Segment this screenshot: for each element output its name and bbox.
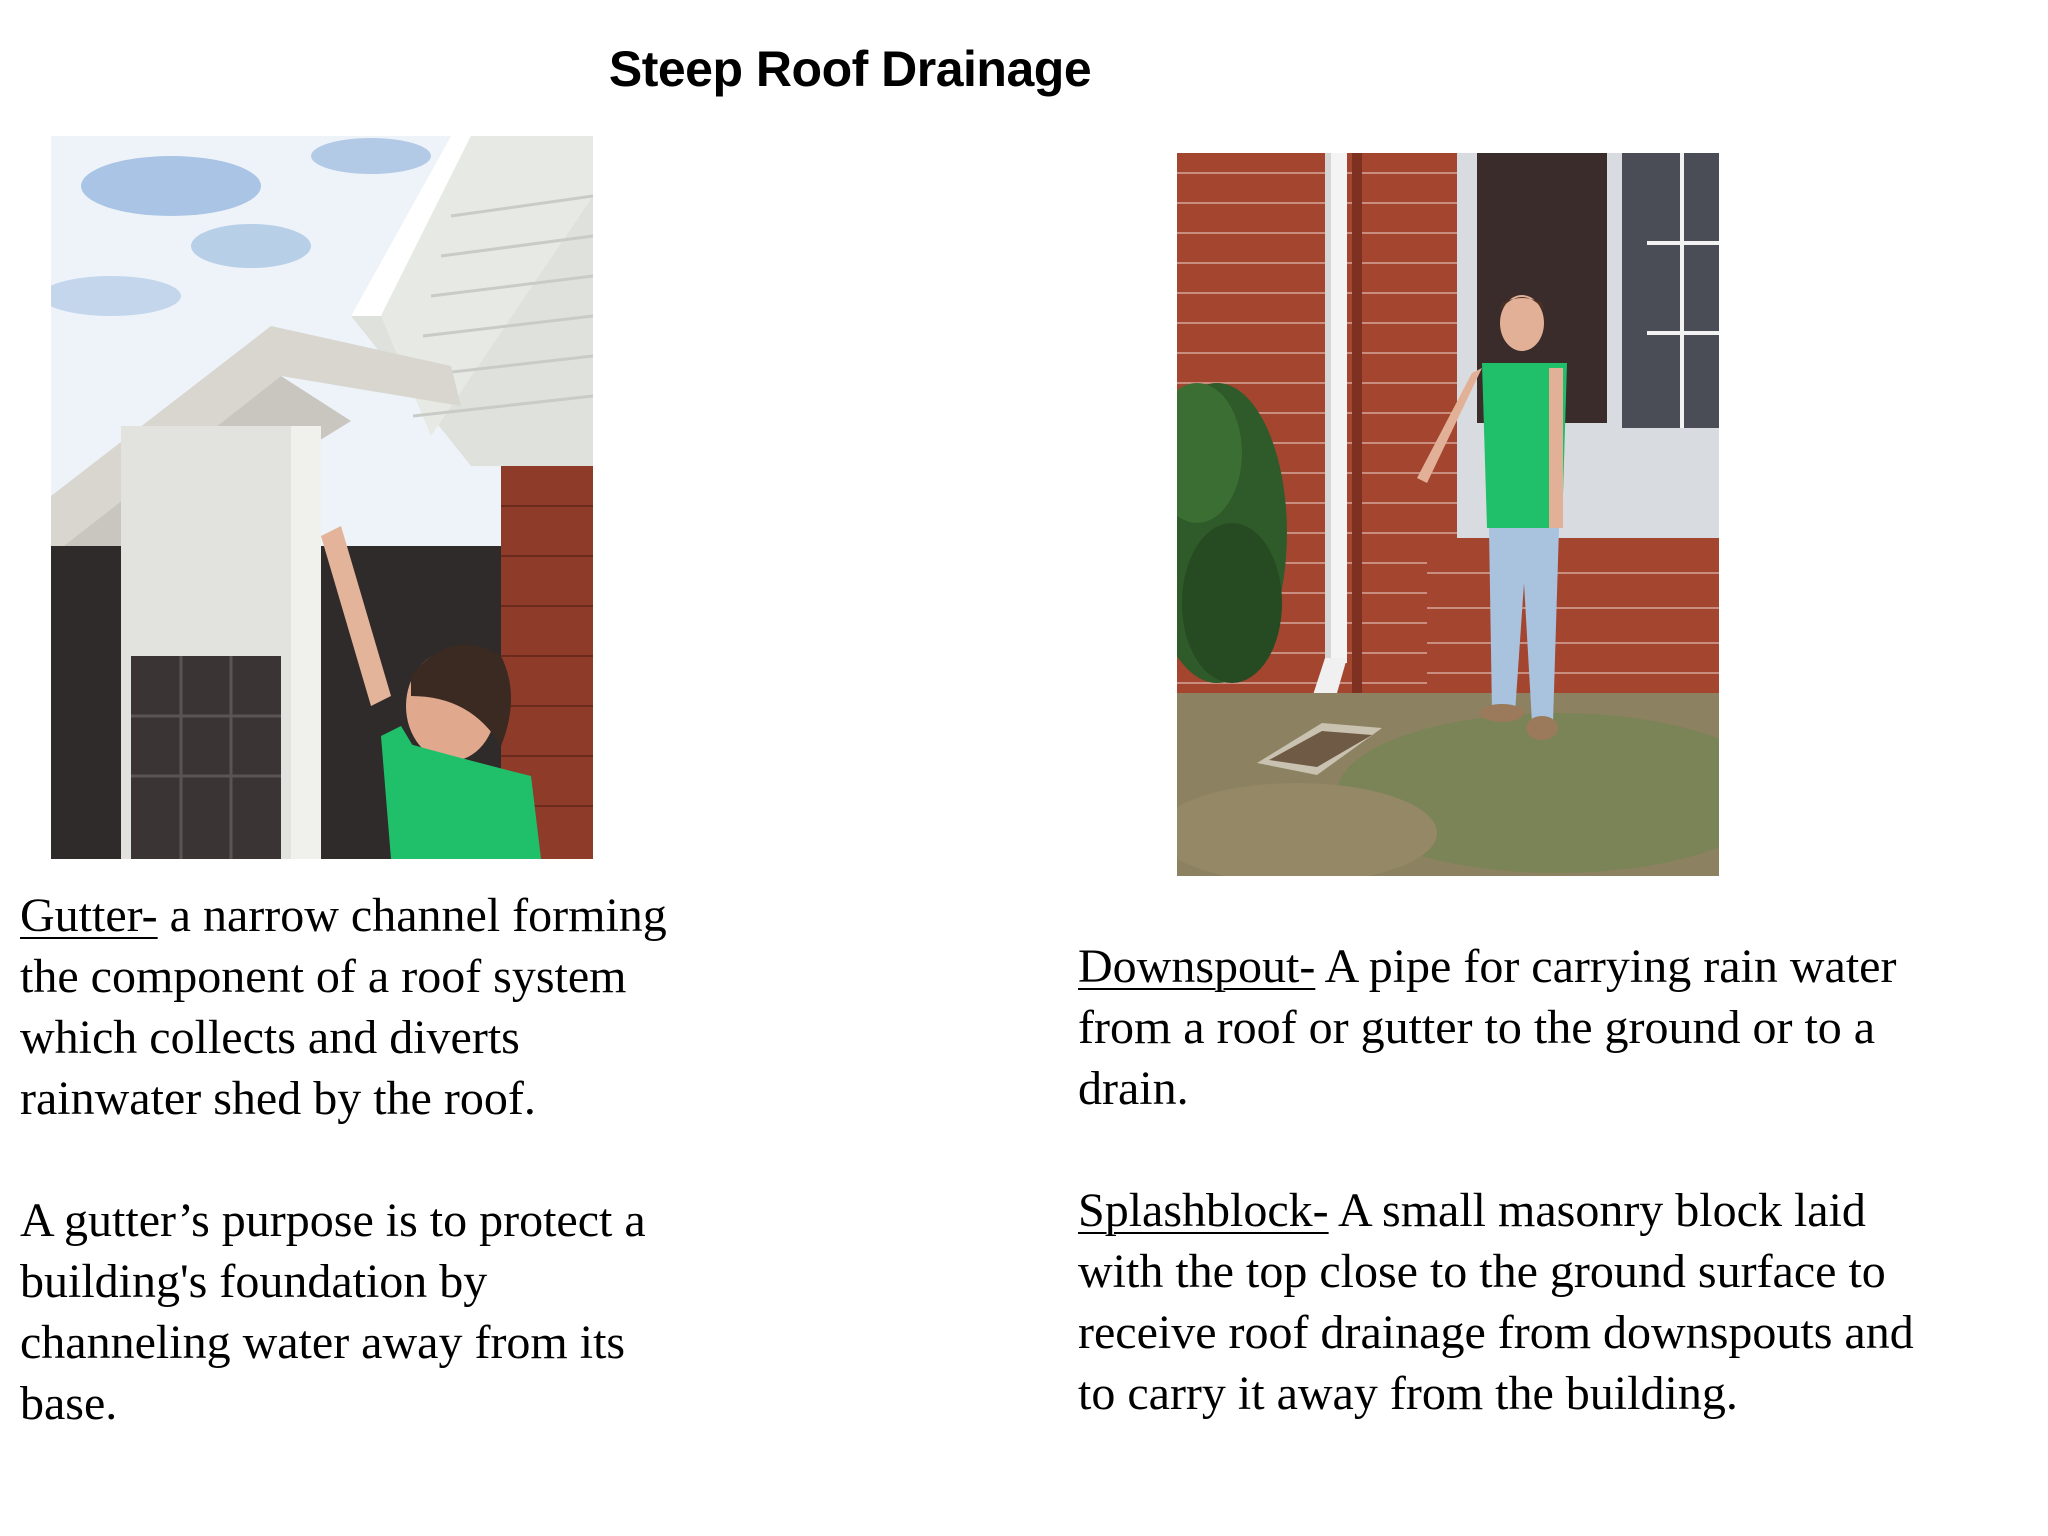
- gutter-term: Gutter-: [20, 889, 158, 942]
- gutter-purpose: A gutter’s purpose is to protect a building's foundation by channeling water away from its base.: [20, 1194, 646, 1430]
- downspout-definition-text: A pipe for carrying rain water from a roof or gutter to the ground or to a drain.: [1078, 940, 1897, 1115]
- splashblock-definition-text: A small masonry block laid with the top close to the ground surface to receive roof drainage from downspouts and to carry it away from the building.: [1078, 1184, 1914, 1420]
- splashblock-term: Splashblock-: [1078, 1184, 1329, 1237]
- gutter-definition-text: a narrow channel forming the component of a roof system which collects and diverts rainwater shed by the roof.: [20, 889, 667, 1125]
- downspout-photo-illustration: [1177, 153, 1719, 876]
- downspout-term: Downspout-: [1078, 940, 1316, 993]
- downspout-photo: [1177, 153, 1719, 876]
- downspout-definition-block: [1078, 936, 1938, 1424]
- splashblock-definition: [1078, 1180, 1938, 1424]
- gutter-definition: [20, 885, 680, 1129]
- gutter-photo: [51, 136, 593, 859]
- gutter-definition-block: [20, 885, 680, 1434]
- gutter-photo-illustration: [51, 136, 593, 859]
- downspout-definition: [1078, 936, 1938, 1119]
- slide-title: Steep Roof Drainage: [608, 41, 1092, 97]
